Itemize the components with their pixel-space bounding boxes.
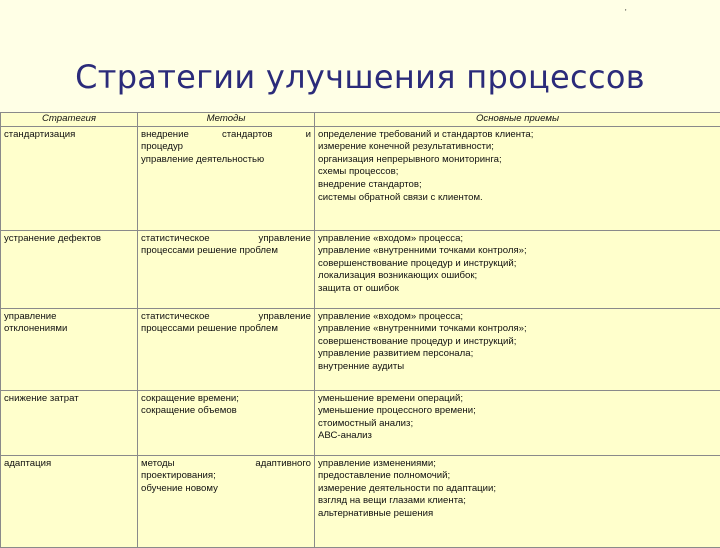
techniques-cell bbox=[315, 390, 720, 455]
technique-line: управление изменениями; bbox=[318, 458, 717, 471]
header-strategy: Стратегия bbox=[1, 113, 138, 127]
strategy-text: управление bbox=[4, 311, 134, 324]
techniques-cell bbox=[315, 455, 720, 547]
strategy-cell bbox=[1, 308, 138, 390]
technique-line: системы обратной связи с клиентом. bbox=[318, 192, 717, 205]
strategy-text: отклонениями bbox=[4, 323, 134, 336]
technique-line: определение требований и стандартов клиента; bbox=[318, 129, 717, 142]
technique-line: уменьшение процессного времени; bbox=[318, 405, 717, 418]
header-methods: Методы bbox=[138, 113, 315, 127]
technique-line: совершенствование процедур и инструкций; bbox=[318, 258, 717, 271]
methods-cell bbox=[138, 308, 315, 390]
header-techniques: Основные приемы bbox=[315, 113, 720, 127]
method-line: статистическое управление bbox=[141, 311, 311, 324]
method-line: процессами решение проблем bbox=[141, 323, 311, 336]
method-line: процедур bbox=[141, 141, 311, 154]
technique-line: взгляд на вещи глазами клиента; bbox=[318, 495, 717, 508]
method-line: внедрение стандартов и bbox=[141, 129, 311, 142]
strategies-table bbox=[0, 112, 720, 548]
technique-line: альтернативные решения bbox=[318, 508, 717, 521]
strategy-text: стандартизация bbox=[4, 129, 134, 142]
method-line: статистическое управление bbox=[141, 233, 311, 246]
technique-line: управление «входом» процесса; bbox=[318, 233, 717, 246]
technique-line: внедрение стандартов; bbox=[318, 179, 717, 192]
method-line: сокращение объемов bbox=[141, 405, 311, 418]
method-line: обучение новому bbox=[141, 483, 311, 496]
table-row bbox=[1, 390, 720, 455]
technique-line: совершенствование процедур и инструкций; bbox=[318, 336, 717, 349]
strategy-text: устранение дефектов bbox=[4, 233, 134, 246]
strategy-cell bbox=[1, 126, 138, 230]
technique-line: организация непрерывного мониторинга; bbox=[318, 154, 717, 167]
technique-line: измерение деятельности по адаптации; bbox=[318, 483, 717, 496]
techniques-cell bbox=[315, 126, 720, 230]
table-row bbox=[1, 308, 720, 390]
technique-line: управление «внутренними точками контроля»; bbox=[318, 323, 717, 336]
technique-line: управление развитием персонала; bbox=[318, 348, 717, 361]
method-line: проектирования; bbox=[141, 470, 311, 483]
technique-line: схемы процессов; bbox=[318, 166, 717, 179]
technique-line: управление «внутренними точками контроля»; bbox=[318, 245, 717, 258]
methods-cell bbox=[138, 126, 315, 230]
methods-cell bbox=[138, 230, 315, 308]
table-row bbox=[1, 230, 720, 308]
method-line: процессами решение проблем bbox=[141, 245, 311, 258]
technique-line: АВС-анализ bbox=[318, 430, 717, 443]
methods-cell bbox=[138, 455, 315, 547]
table-row bbox=[1, 455, 720, 547]
technique-line: стоимостный анализ; bbox=[318, 418, 717, 431]
techniques-cell bbox=[315, 230, 720, 308]
table-header-row bbox=[1, 113, 720, 127]
technique-line: внутренние аудиты bbox=[318, 361, 717, 374]
table-row bbox=[1, 126, 720, 230]
strategy-text: снижение затрат bbox=[4, 393, 134, 406]
method-line: методы адаптивного bbox=[141, 458, 311, 471]
technique-line: измерение конечной результативности; bbox=[318, 141, 717, 154]
slide-mark: ' bbox=[625, 8, 627, 17]
techniques-cell bbox=[315, 308, 720, 390]
strategy-cell bbox=[1, 390, 138, 455]
page-title: Стратегии улучшения процессов bbox=[0, 58, 720, 96]
method-line: сокращение времени; bbox=[141, 393, 311, 406]
method-line: управление деятельностью bbox=[141, 154, 311, 167]
technique-line: предоставление полномочий; bbox=[318, 470, 717, 483]
technique-line: уменьшение времени операций; bbox=[318, 393, 717, 406]
strategy-cell bbox=[1, 230, 138, 308]
strategy-cell bbox=[1, 455, 138, 547]
technique-line: локализация возникающих ошибок; bbox=[318, 270, 717, 283]
technique-line: защита от ошибок bbox=[318, 283, 717, 296]
methods-cell bbox=[138, 390, 315, 455]
technique-line: управление «входом» процесса; bbox=[318, 311, 717, 324]
strategy-text: адаптация bbox=[4, 458, 134, 471]
